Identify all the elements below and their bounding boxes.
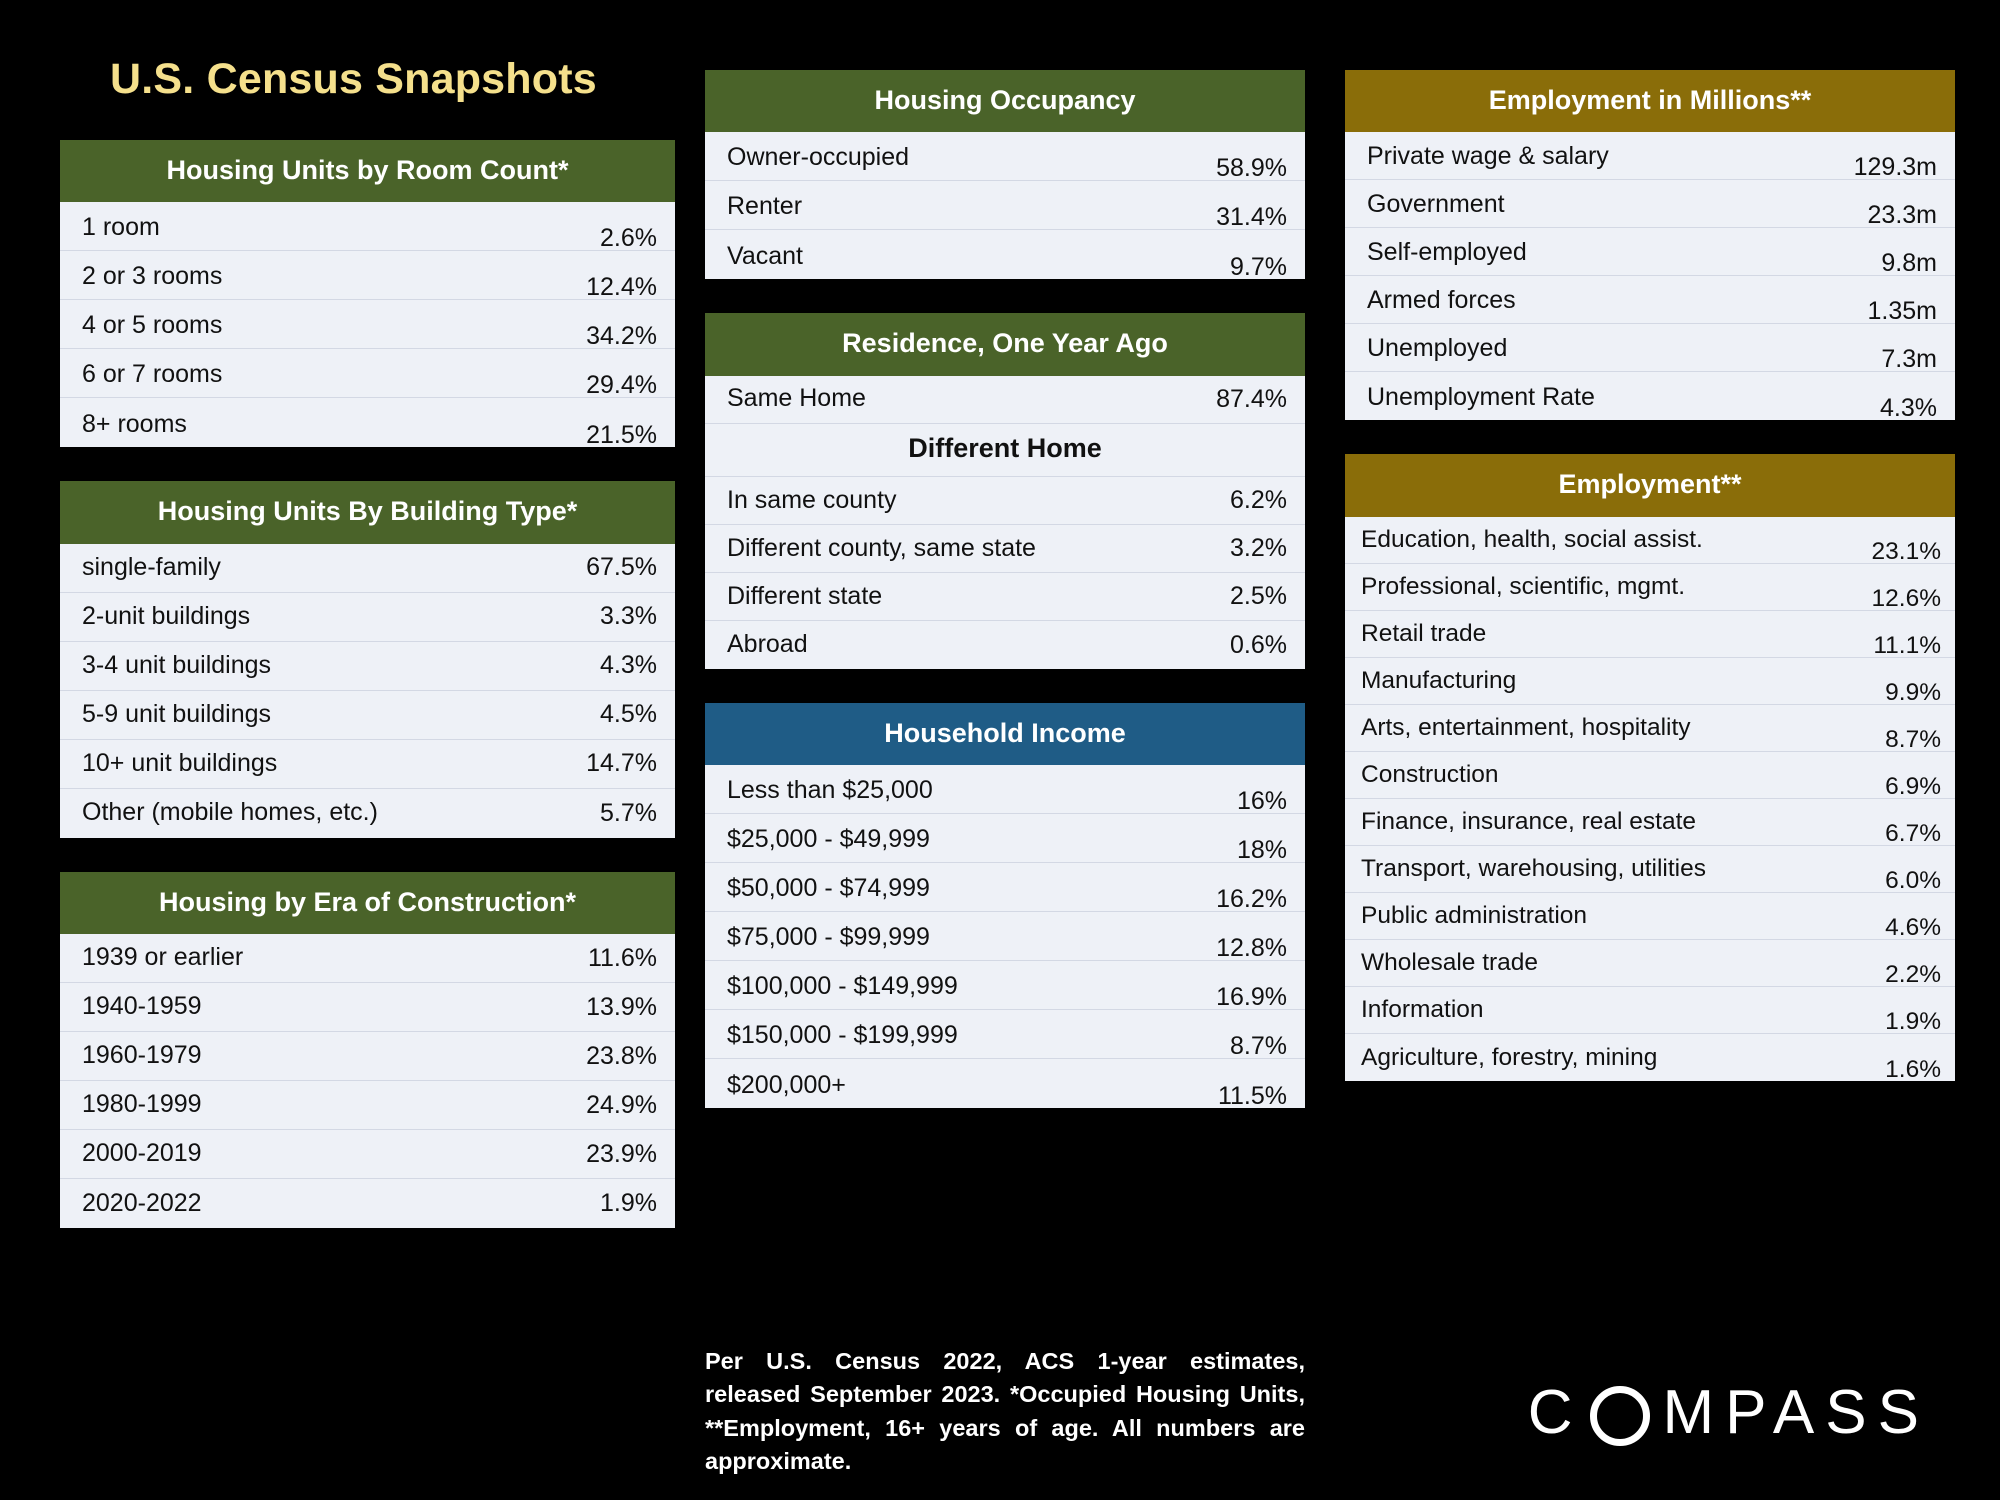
row-label: Professional, scientific, mgmt. <box>1361 573 1686 601</box>
row-value: 4.5% <box>600 700 657 729</box>
row-value: 6.0% <box>1885 866 1941 894</box>
row-value: 12.8% <box>1216 934 1287 963</box>
table-row <box>1345 1034 1955 1081</box>
row-label: Transport, warehousing, utilities <box>1361 855 1706 883</box>
rows-building-type <box>60 544 675 838</box>
row-label: 1980-1999 <box>82 1090 202 1119</box>
row-label: Unemployed <box>1367 334 1508 363</box>
row-label: 2-unit buildings <box>82 601 251 630</box>
row-value: 9.9% <box>1885 678 1941 706</box>
row-label: $100,000 - $149,999 <box>727 972 958 1001</box>
row-value: 87.4% <box>1216 384 1287 413</box>
row-label: Other (mobile homes, etc.) <box>82 798 378 827</box>
row-value: 31.4% <box>1216 203 1287 232</box>
row-value: 67.5% <box>586 553 657 582</box>
row-value: 4.3% <box>600 651 657 680</box>
row-label: 1960-1979 <box>82 1041 202 1070</box>
row-label: $200,000+ <box>727 1071 846 1100</box>
row-value: 1.6% <box>1885 1055 1941 1083</box>
row-label: 5-9 unit buildings <box>82 699 272 728</box>
row-value: 3.2% <box>1230 534 1287 563</box>
row-label: 1940-1959 <box>82 992 202 1021</box>
right-column <box>1345 70 1955 1115</box>
table-row <box>60 642 675 691</box>
row-label: 4 or 5 rooms <box>82 311 223 340</box>
row-label: 3-4 unit buildings <box>82 650 272 679</box>
row-value: 9.7% <box>1230 253 1287 282</box>
table-row <box>705 376 1305 424</box>
table-row <box>1345 517 1955 564</box>
row-value: 21.5% <box>586 421 657 450</box>
row-label: Armed forces <box>1367 286 1516 315</box>
circle-icon <box>1590 1386 1650 1446</box>
row-value: 14.7% <box>586 749 657 778</box>
table-row <box>705 863 1305 912</box>
table-row <box>1345 846 1955 893</box>
row-value: 23.3m <box>1867 201 1937 230</box>
table-row <box>60 983 675 1032</box>
middle-column <box>705 70 1305 1142</box>
row-value: 2.6% <box>600 224 657 253</box>
row-value: 8.7% <box>1230 1032 1287 1061</box>
table-row <box>60 398 675 450</box>
rows-occupancy <box>705 132 1305 282</box>
row-value: 1.35m <box>1867 297 1937 326</box>
table-row <box>705 912 1305 961</box>
table-row <box>1345 799 1955 846</box>
table-row <box>705 961 1305 1010</box>
row-value: 18% <box>1236 836 1287 865</box>
row-label: Agriculture, forestry, mining <box>1361 1044 1658 1072</box>
card-header-building-type: Housing Units By Building Type* <box>60 481 675 543</box>
card-housing-units-by-room-count <box>60 140 675 450</box>
row-label: Less than $25,000 <box>727 776 933 805</box>
table-row <box>1345 132 1955 180</box>
row-label: Public administration <box>1361 902 1588 930</box>
row-value: 5.7% <box>600 798 657 827</box>
row-value: 12.4% <box>586 273 657 302</box>
row-label: Self-employed <box>1367 238 1527 267</box>
card-header-room-count: Housing Units by Room Count* <box>60 140 675 202</box>
card-employment-in-millions <box>1345 70 1955 423</box>
table-row <box>1345 276 1955 324</box>
row-value: 24.9% <box>586 1090 657 1119</box>
table-row <box>60 740 675 789</box>
table-row <box>1345 705 1955 752</box>
row-label: Arts, entertainment, hospitality <box>1361 714 1691 742</box>
source-footnote: Per U.S. Census 2022, ACS 1-year estimates, released September 2023. *Occupied Housing Units, **Employment, 16+ years of age. All numbers are approximate. <box>705 1348 1305 1475</box>
table-row <box>705 477 1305 525</box>
card-housing-units-by-building-type <box>60 481 675 837</box>
row-label: 6 or 7 rooms <box>82 360 223 389</box>
row-label: Government <box>1367 190 1505 219</box>
row-label: Unemployment Rate <box>1367 383 1595 412</box>
table-row <box>1345 987 1955 1034</box>
card-header-residence: Residence, One Year Ago <box>705 313 1305 375</box>
row-label: Different Home <box>908 432 1102 463</box>
table-row <box>60 544 675 593</box>
row-label: Manufacturing <box>1361 667 1517 695</box>
row-label: Retail trade <box>1361 620 1487 648</box>
row-label: Finance, insurance, real estate <box>1361 808 1697 836</box>
table-row <box>1345 752 1955 799</box>
card-employment-by-sector <box>1345 454 1955 1083</box>
row-label: 10+ unit buildings <box>82 748 278 777</box>
table-row <box>705 525 1305 573</box>
row-value: 58.9% <box>1216 154 1287 183</box>
row-label: Information <box>1361 996 1484 1024</box>
row-label: Renter <box>727 192 803 221</box>
table-row <box>705 1059 1305 1111</box>
table-row <box>60 1032 675 1081</box>
card-header-employment: Employment** <box>1345 454 1955 516</box>
row-value: 6.2% <box>1230 486 1287 515</box>
rows-household-income <box>705 765 1305 1111</box>
logo-text-pre: C <box>1527 1378 1584 1447</box>
row-value: 13.9% <box>586 992 657 1021</box>
row-value: 7.3m <box>1881 345 1937 374</box>
row-label: Different state <box>727 581 883 610</box>
row-value: 2.5% <box>1230 582 1287 611</box>
row-label: $50,000 - $74,999 <box>727 874 930 903</box>
rows-residence <box>705 376 1305 669</box>
row-value: 23.8% <box>586 1041 657 1070</box>
row-value: 29.4% <box>586 371 657 400</box>
table-row <box>705 621 1305 669</box>
table-row <box>1345 658 1955 705</box>
table-row <box>60 1081 675 1130</box>
row-label: Vacant <box>727 242 803 271</box>
rows-room-count <box>60 202 675 450</box>
row-label: Different county, same state <box>727 533 1036 562</box>
row-value: 1.9% <box>1885 1007 1941 1035</box>
row-label: Private wage & salary <box>1367 142 1609 171</box>
table-row <box>705 765 1305 814</box>
row-value: 9.8m <box>1881 249 1937 278</box>
row-value: 11.1% <box>1873 631 1941 659</box>
table-row <box>1345 324 1955 372</box>
row-value: 11.6% <box>587 943 657 972</box>
table-row <box>1345 564 1955 611</box>
table-row <box>1345 228 1955 276</box>
table-row <box>1345 940 1955 987</box>
left-column <box>60 140 675 1262</box>
table-row <box>705 1010 1305 1059</box>
table-row <box>60 1130 675 1179</box>
row-value: 8.7% <box>1885 725 1941 753</box>
row-label: single-family <box>82 552 221 581</box>
card-housing-occupancy <box>705 70 1305 282</box>
compass-logo <box>1528 1377 1930 1448</box>
table-row <box>60 251 675 300</box>
row-label: $25,000 - $49,999 <box>727 825 930 854</box>
row-value: 16% <box>1236 787 1287 816</box>
table-row <box>60 1179 675 1228</box>
row-label: In same county <box>727 485 897 514</box>
rows-employment-sector <box>1345 517 1955 1081</box>
logo-text-post: MPASS <box>1662 1378 1930 1447</box>
table-row <box>1345 893 1955 940</box>
row-label: Education, health, social assist. <box>1361 526 1703 554</box>
table-row <box>705 230 1305 282</box>
row-value: 6.9% <box>1885 772 1941 800</box>
table-row <box>705 132 1305 181</box>
row-label: 8+ rooms <box>82 410 187 439</box>
row-label: Owner-occupied <box>727 143 910 172</box>
card-header-household-income: Household Income <box>705 703 1305 765</box>
row-label: 1 room <box>82 213 160 242</box>
row-value: 4.6% <box>1885 913 1941 941</box>
row-value: 11.5% <box>1217 1082 1287 1111</box>
row-label: Same Home <box>727 384 866 413</box>
row-label: Construction <box>1361 761 1499 789</box>
row-value: 23.9% <box>586 1139 657 1168</box>
row-value: 16.2% <box>1216 885 1287 914</box>
row-label: 1939 or earlier <box>82 943 244 972</box>
card-household-income <box>705 703 1305 1111</box>
row-value: 2.2% <box>1885 960 1941 988</box>
row-value: 16.9% <box>1216 983 1287 1012</box>
card-residence-one-year-ago <box>705 313 1305 669</box>
card-header-employment-millions: Employment in Millions** <box>1345 70 1955 132</box>
table-row <box>1345 611 1955 658</box>
table-row <box>60 300 675 349</box>
table-row <box>60 789 675 838</box>
table-row <box>705 181 1305 230</box>
row-label: Wholesale trade <box>1361 949 1539 977</box>
table-row <box>60 593 675 642</box>
table-subheader-different-home <box>705 424 1305 477</box>
row-value: 4.3% <box>1880 394 1937 423</box>
row-value: 6.7% <box>1885 819 1941 847</box>
row-label: 2020-2022 <box>82 1188 202 1217</box>
page-title: U.S. Census Snapshots <box>110 55 597 103</box>
row-label: Abroad <box>727 630 808 659</box>
rows-employment-millions <box>1345 132 1955 423</box>
card-header-era: Housing by Era of Construction* <box>60 872 675 934</box>
row-value: 1.9% <box>600 1189 657 1218</box>
row-label: $75,000 - $99,999 <box>727 923 930 952</box>
table-row <box>705 573 1305 621</box>
row-label: $150,000 - $199,999 <box>727 1021 958 1050</box>
table-row <box>60 349 675 398</box>
row-value: 0.6% <box>1230 630 1287 659</box>
table-row <box>1345 372 1955 423</box>
table-row <box>60 934 675 983</box>
row-value: 12.6% <box>1871 584 1941 612</box>
rows-era <box>60 934 675 1228</box>
row-value: 129.3m <box>1853 153 1937 182</box>
table-row <box>1345 180 1955 228</box>
row-label: 2 or 3 rooms <box>82 262 223 291</box>
table-row <box>60 691 675 740</box>
row-value: 34.2% <box>586 322 657 351</box>
table-row <box>705 814 1305 863</box>
row-value: 3.3% <box>600 602 657 631</box>
row-label: 2000-2019 <box>82 1139 202 1168</box>
card-header-occupancy: Housing Occupancy <box>705 70 1305 132</box>
table-row <box>60 202 675 251</box>
card-housing-by-era-of-construction <box>60 872 675 1228</box>
row-value: 23.1% <box>1871 537 1941 565</box>
